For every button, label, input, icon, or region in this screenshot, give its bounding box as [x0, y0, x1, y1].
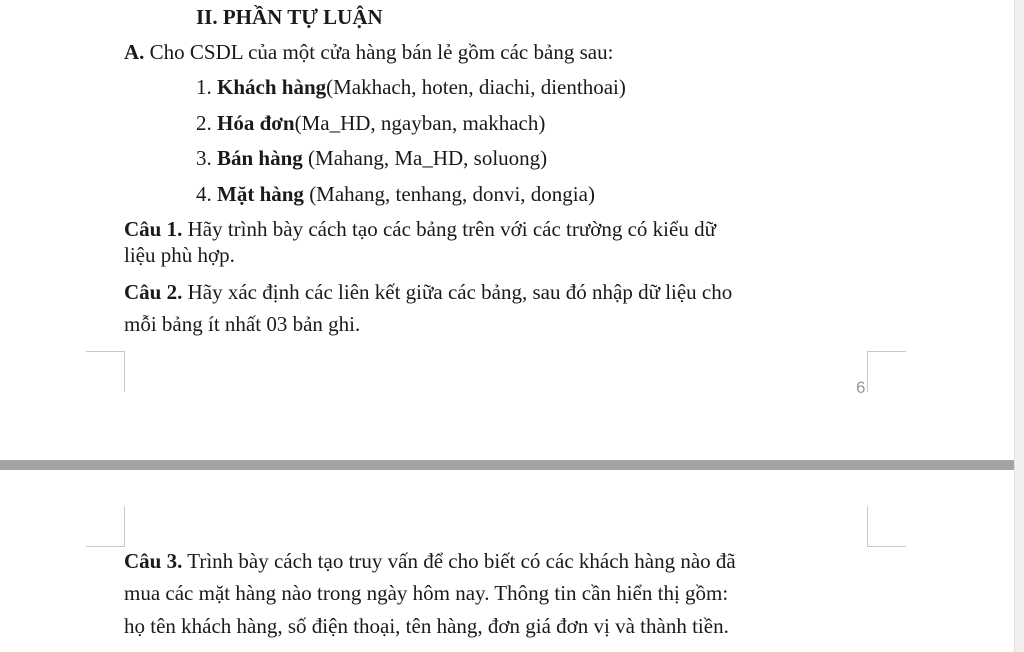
list-number: 4.	[196, 182, 212, 206]
table-list-item	[196, 181, 595, 207]
margin-corner-mark	[867, 506, 906, 547]
question-label: Câu 3.	[124, 549, 183, 573]
page-separator	[0, 460, 1014, 470]
table-fields: (Makhach, hoten, diachi, dienthoai)	[326, 75, 626, 99]
list-number: 3.	[196, 146, 212, 170]
margin-corner-mark	[867, 351, 906, 392]
question-3	[124, 548, 736, 574]
table-fields: (Mahang, tenhang, donvi, dongia)	[303, 182, 595, 206]
table-fields: (Mahang, Ma_HD, soluong)	[302, 146, 548, 170]
intro-label: A.	[124, 40, 145, 64]
question-text: Hãy xác định các liên kết giữa các bảng, sau đó nhập dữ liệu cho	[182, 280, 733, 304]
table-name: Hóa đơn	[217, 111, 295, 135]
question-3-continuation: mua các mặt hàng nào trong ngày hôm nay. Thông tin cần hiển thị gồm:	[124, 581, 729, 605]
document-right-margin	[1014, 0, 1024, 652]
question-2-continuation: mỗi bảng ít nhất 03 bản ghi.	[124, 312, 361, 336]
question-label: Câu 2.	[124, 280, 183, 304]
question-2	[124, 279, 732, 305]
page-number: 6	[856, 378, 866, 397]
question-3-continuation: họ tên khách hàng, số điện thoại, tên hàng, đơn giá đơn vị và thành tiền.	[124, 614, 729, 638]
margin-corner-mark	[86, 351, 125, 392]
document-page-7	[0, 470, 1014, 652]
list-number: 2.	[196, 111, 212, 135]
section-heading: II. PHẦN TỰ LUẬN	[196, 5, 383, 29]
question-1	[124, 216, 716, 242]
question-text: Hãy trình bày cách tạo các bảng trên với các trường có kiểu dữ	[182, 217, 716, 241]
list-number: 1.	[196, 75, 212, 99]
intro-text: Cho CSDL của một cửa hàng bán lẻ gồm các bảng sau:	[149, 40, 614, 64]
table-list-item	[196, 74, 626, 100]
table-name: Mặt hàng	[217, 182, 304, 206]
intro-paragraph	[124, 39, 613, 65]
table-fields: (Ma_HD, ngayban, makhach)	[294, 111, 546, 135]
table-list-item	[196, 110, 545, 136]
table-name: Khách hàng	[217, 75, 327, 99]
margin-corner-mark	[86, 506, 125, 547]
question-label: Câu 1.	[124, 217, 183, 241]
question-1-continuation: liệu phù hợp.	[124, 243, 235, 267]
table-list-item	[196, 145, 547, 171]
table-name: Bán hàng	[217, 146, 303, 170]
question-text: Trình bày cách tạo truy vấn để cho biết có các khách hàng nào đã	[182, 549, 736, 573]
